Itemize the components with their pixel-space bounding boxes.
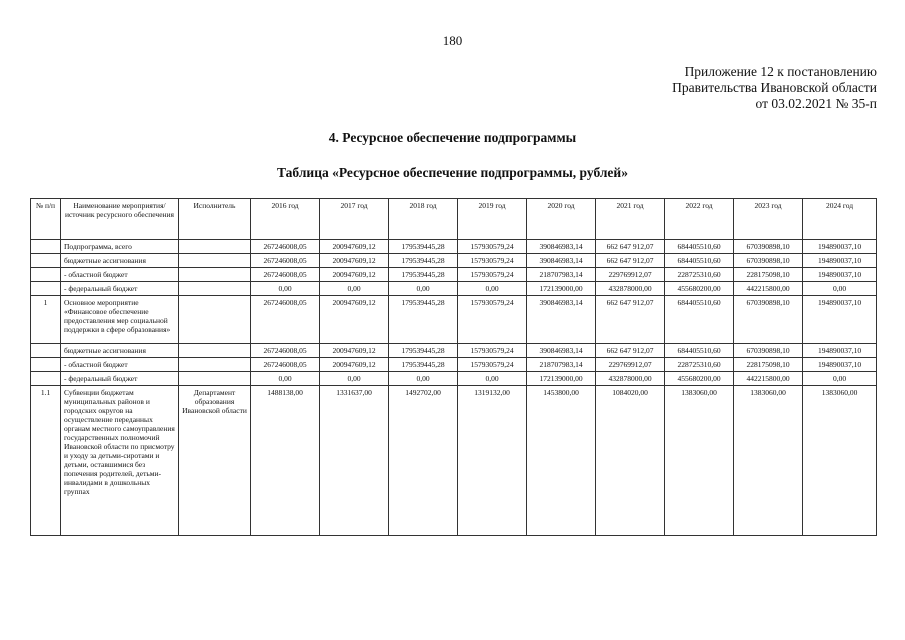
row-value: 157930579,24 (458, 268, 527, 282)
row-value: 390846983,14 (527, 344, 596, 358)
table-row (31, 358, 877, 372)
row-value: 1319132,00 (458, 386, 527, 536)
row-name: - федеральный бюджет (61, 282, 179, 296)
row-value: 662 647 912,07 (596, 240, 665, 254)
row-value: 157930579,24 (458, 296, 527, 344)
row-number (31, 344, 61, 358)
row-value: 1084020,00 (596, 386, 665, 536)
header-executor: Исполнитель (179, 199, 251, 240)
row-value: 267246008,05 (251, 344, 320, 358)
row-value: 0,00 (389, 372, 458, 386)
row-number (31, 268, 61, 282)
row-value: 455680200,00 (665, 282, 734, 296)
row-name: Субвенции бюджетам муниципальных районов и городских округов на осуществление переданных органам местного самоуправления государственных полномочий Ивановской области по присмотру и уходу за детьми-сиротами и детьми, оставшимися без попечения родителей, детьми-инвалидами в дошкольных группах (61, 386, 179, 536)
row-name: - областной бюджет (61, 358, 179, 372)
row-value: 179539445,28 (389, 268, 458, 282)
row-value: 0,00 (389, 282, 458, 296)
row-number (31, 372, 61, 386)
row-value: 179539445,28 (389, 358, 458, 372)
row-value: 267246008,05 (251, 296, 320, 344)
row-number (31, 254, 61, 268)
row-value: 442215800,00 (734, 282, 803, 296)
row-value: 670390898,10 (734, 296, 803, 344)
row-value: 0,00 (251, 372, 320, 386)
row-value: 0,00 (803, 282, 877, 296)
row-value: 1453800,00 (527, 386, 596, 536)
row-value: 228175098,10 (734, 358, 803, 372)
row-value: 267246008,05 (251, 358, 320, 372)
header-num: № п/п (31, 199, 61, 240)
row-value: 267246008,05 (251, 254, 320, 268)
row-value: 1331637,00 (320, 386, 389, 536)
table-row (31, 254, 877, 268)
row-value: 194890037,10 (803, 358, 877, 372)
row-number: 1.1 (31, 386, 61, 536)
row-name: - областной бюджет (61, 268, 179, 282)
row-value: 157930579,24 (458, 254, 527, 268)
row-name: бюджетные ассигнования (61, 344, 179, 358)
row-value: 390846983,14 (527, 296, 596, 344)
row-executor (179, 254, 251, 268)
table-title: Таблица «Ресурсное обеспечение подпрограммы, рублей» (277, 165, 628, 180)
table-row (31, 344, 877, 358)
row-value: 390846983,14 (527, 240, 596, 254)
row-executor (179, 358, 251, 372)
row-value: 0,00 (458, 372, 527, 386)
row-name: бюджетные ассигнования (61, 254, 179, 268)
row-value: 0,00 (320, 282, 389, 296)
row-value: 194890037,10 (803, 344, 877, 358)
header-year: 2017 год (320, 199, 389, 240)
row-value: 662 647 912,07 (596, 254, 665, 268)
row-value: 1492702,00 (389, 386, 458, 536)
row-name: Основное мероприятие «Финансовое обеспечение предоставления мер социальной поддержки в сфере образования» (61, 296, 179, 344)
row-number: 1 (31, 296, 61, 344)
row-value: 1383060,00 (734, 386, 803, 536)
row-value: 179539445,28 (389, 296, 458, 344)
table-header-row (31, 199, 877, 240)
row-value: 267246008,05 (251, 240, 320, 254)
header-name: Наименование мероприятия/источник ресурсного обеспечения (61, 199, 179, 240)
header-year: 2018 год (389, 199, 458, 240)
row-value: 228175098,10 (734, 268, 803, 282)
row-value: 0,00 (320, 372, 389, 386)
header-year: 2016 год (251, 199, 320, 240)
row-value: 684405510,60 (665, 296, 734, 344)
row-value: 267246008,05 (251, 268, 320, 282)
row-value: 1488138,00 (251, 386, 320, 536)
appendix-line-2: Правительства Ивановской области (672, 80, 877, 95)
table-row (31, 282, 877, 296)
row-value: 670390898,10 (734, 254, 803, 268)
appendix-block (672, 64, 877, 112)
row-value: 670390898,10 (734, 240, 803, 254)
row-value: 157930579,24 (458, 344, 527, 358)
table-row (31, 372, 877, 386)
row-value: 455680200,00 (665, 372, 734, 386)
row-value: 442215800,00 (734, 372, 803, 386)
row-value: 194890037,10 (803, 240, 877, 254)
row-value: 200947609,12 (320, 344, 389, 358)
table-row (31, 240, 877, 254)
row-value: 194890037,10 (803, 268, 877, 282)
row-number (31, 358, 61, 372)
row-value: 670390898,10 (734, 344, 803, 358)
header-year: 2020 год (527, 199, 596, 240)
row-value: 229769912,07 (596, 268, 665, 282)
row-value: 432878000,00 (596, 372, 665, 386)
appendix-line-1: Приложение 12 к постановлению (684, 64, 877, 79)
row-value: 200947609,12 (320, 240, 389, 254)
row-value: 200947609,12 (320, 268, 389, 282)
header-year: 2022 год (665, 199, 734, 240)
row-executor (179, 344, 251, 358)
table-row (31, 296, 877, 344)
header-year: 2023 год (734, 199, 803, 240)
row-value: 157930579,24 (458, 240, 527, 254)
row-value: 218707983,14 (527, 358, 596, 372)
row-name: - федеральный бюджет (61, 372, 179, 386)
row-executor (179, 296, 251, 344)
row-number (31, 282, 61, 296)
row-value: 172139000,00 (527, 282, 596, 296)
row-executor (179, 282, 251, 296)
row-value: 684405510,60 (665, 344, 734, 358)
row-value: 179539445,28 (389, 240, 458, 254)
row-executor (179, 372, 251, 386)
row-value: 229769912,07 (596, 358, 665, 372)
row-value: 194890037,10 (803, 296, 877, 344)
table-row (31, 386, 877, 536)
row-executor: Департамент образования Ивановской области (179, 386, 251, 536)
table-row (31, 268, 877, 282)
row-value: 172139000,00 (527, 372, 596, 386)
section-title: 4. Ресурсное обеспечение подпрограммы (328, 130, 577, 145)
header-year: 2019 год (458, 199, 527, 240)
row-value: 684405510,60 (665, 240, 734, 254)
row-value: 228725310,60 (665, 268, 734, 282)
row-value: 200947609,12 (320, 296, 389, 344)
row-name: Подпрограмма, всего (61, 240, 179, 254)
row-value: 662 647 912,07 (596, 344, 665, 358)
row-value: 662 647 912,07 (596, 296, 665, 344)
row-value: 1383060,00 (803, 386, 877, 536)
row-value: 228725310,60 (665, 358, 734, 372)
row-value: 200947609,12 (320, 254, 389, 268)
row-value: 179539445,28 (389, 344, 458, 358)
row-value: 0,00 (803, 372, 877, 386)
row-value: 157930579,24 (458, 358, 527, 372)
row-value: 218707983,14 (527, 268, 596, 282)
header-year: 2021 год (596, 199, 665, 240)
resource-table (30, 198, 877, 536)
row-value: 179539445,28 (389, 254, 458, 268)
row-number (31, 240, 61, 254)
page-number: 180 (442, 33, 463, 48)
row-value: 200947609,12 (320, 358, 389, 372)
row-value: 1383060,00 (665, 386, 734, 536)
row-value: 0,00 (458, 282, 527, 296)
row-value: 684405510,60 (665, 254, 734, 268)
header-year: 2024 год (803, 199, 877, 240)
row-value: 432878000,00 (596, 282, 665, 296)
appendix-line-3: от 03.02.2021 № 35-п (755, 96, 877, 111)
row-value: 390846983,14 (527, 254, 596, 268)
table-body (31, 240, 877, 536)
row-executor (179, 268, 251, 282)
row-value: 0,00 (251, 282, 320, 296)
row-executor (179, 240, 251, 254)
row-value: 194890037,10 (803, 254, 877, 268)
